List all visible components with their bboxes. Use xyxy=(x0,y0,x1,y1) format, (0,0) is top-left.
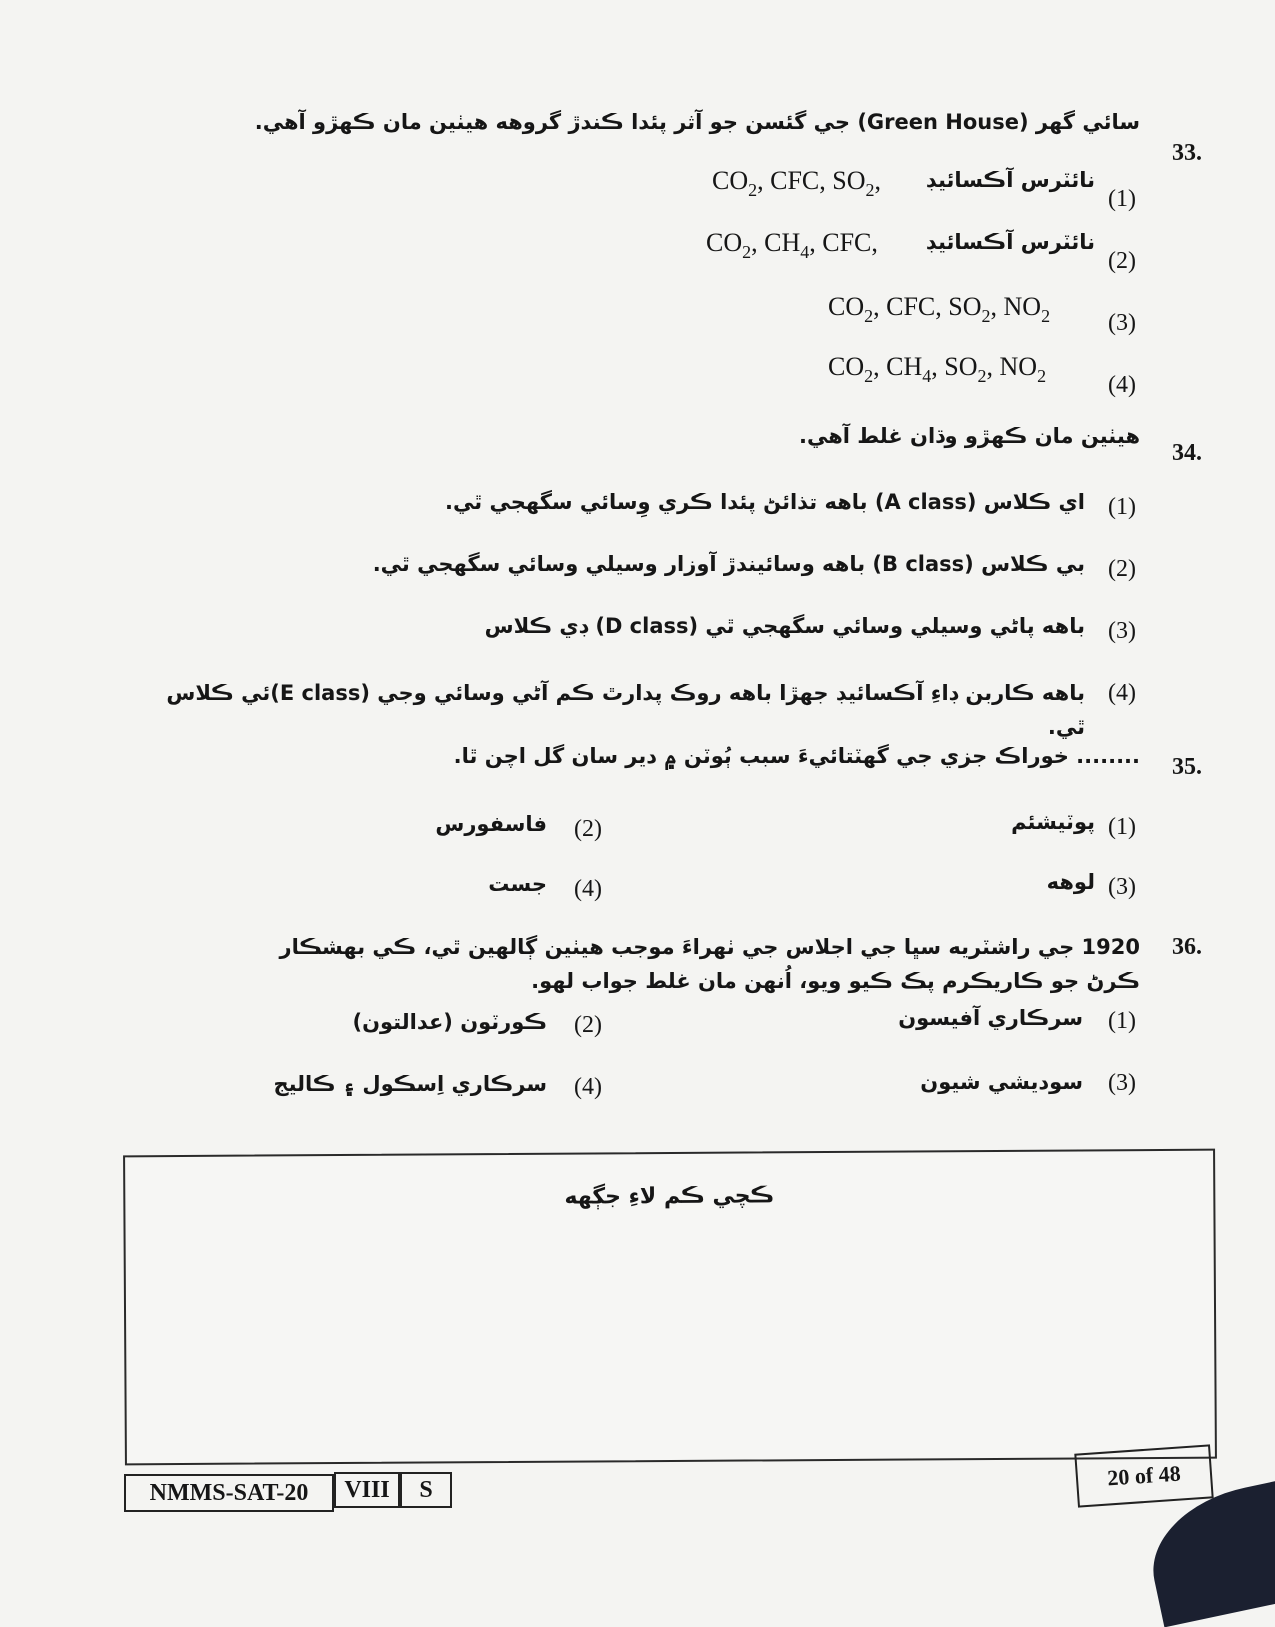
question-text: 1920 جي راشٽريه سڀا جي اجلاس جي ٺهراءَ موجب هيٺين ڳالهين ٿي، ڪي بهشڪار ڪرڻ جو ڪاريڪرم پڪ ڪيو ويو، اُنهن مان غلط جواب لهو. xyxy=(279,935,1140,993)
option-label: (1) xyxy=(1108,494,1136,520)
question-text: سائي گهر (Green House) جي گئسن جو آثر پئدا ڪندڙ گروهه هيٺين مان ڪهڙو آهي. xyxy=(254,110,1140,134)
question-number: 36. xyxy=(1172,934,1202,960)
option-label: (3) xyxy=(1108,310,1136,336)
page-number: 20 of 48 xyxy=(1074,1444,1213,1507)
option-label: (3) xyxy=(1108,874,1136,900)
option-text: سرڪاري اِسڪول ۽ ڪاليج xyxy=(273,1072,547,1096)
option-label: (1) xyxy=(1108,814,1136,840)
option-text: سرڪاري آفيسون xyxy=(898,1006,1083,1030)
option-label: (3) xyxy=(1108,1070,1136,1096)
option-text: جست xyxy=(488,872,547,896)
option-formula: $CO_2$, $CH_4$, CFC, xyxy=(706,228,878,262)
option-label: (4) xyxy=(574,876,602,902)
option-label: (4) xyxy=(574,1074,602,1100)
rough-work-title: ڪچي ڪم لاءِ جڳهه xyxy=(564,1183,775,1210)
option-label: (2) xyxy=(1108,248,1136,274)
option-label: (2) xyxy=(1108,556,1136,582)
question-text: ........ خوراڪ جزي جي گهٽتائيءَ سبب ٻُوٽن ۾ دير سان گل اچن ٿا. xyxy=(453,744,1140,768)
option-text: سوديشي شيون xyxy=(920,1070,1083,1094)
option-formula: $CO_2$, CFC, $SO_2$, xyxy=(712,166,882,200)
footer-language: S xyxy=(400,1472,452,1508)
option-text: لوهه xyxy=(1046,870,1095,894)
option-formula: $CO_2$, $CH_4$, $SO_2$, $NO_2$ xyxy=(828,352,1047,386)
option-text: نائٽرس آڪسائيڊ xyxy=(925,230,1095,254)
option-label: (1) xyxy=(1108,186,1136,212)
footer-exam-code: NMMS-SAT-20 xyxy=(124,1474,334,1512)
question-number: 35. xyxy=(1172,754,1202,780)
option-text: باهه ڪاربن ڊاءِ آڪسائيڊ جهڙا باهه روڪ پدارٿ ڪم آڻي وسائي وجي (E class)ئي ڪلاس ٿي. xyxy=(166,681,1085,739)
option-label: (4) xyxy=(1108,680,1136,706)
option-text: فاسفورس xyxy=(435,812,547,836)
option-text: باهه پاڻي وسيلي وسائي سگهجي ٿي (D class) ڊي ڪلاس xyxy=(484,614,1085,638)
option-formula: $CO_2$, CFC, $SO_2$, $NO_2$ xyxy=(828,292,1051,326)
question-text: هيٺين مان ڪهڙو وڌان غلط آهي. xyxy=(799,424,1140,448)
option-label: (4) xyxy=(1108,372,1136,398)
question-number: 34. xyxy=(1172,440,1202,466)
question-number: 33. xyxy=(1172,140,1202,166)
option-label: (1) xyxy=(1108,1008,1136,1034)
option-text: بي ڪلاس (B class) باهه وسائيندڙ آوزار وسيلي وسائي سگهجي ٿي. xyxy=(372,552,1085,576)
rough-work-box xyxy=(123,1149,1217,1466)
option-text: اي ڪلاس (A class) باهه تذائڻ پئدا ڪري وِسائي سگهجي ٿي. xyxy=(445,490,1085,514)
footer-class: VIII xyxy=(334,1472,400,1508)
option-label: (3) xyxy=(1108,618,1136,644)
option-text: پوٽيشئم xyxy=(1011,810,1095,834)
option-text: ڪورٽون (عدالتون) xyxy=(352,1010,547,1034)
option-text: نائٽرس آڪسائيڊ xyxy=(925,168,1095,192)
option-label: (2) xyxy=(574,1012,602,1038)
option-label: (2) xyxy=(574,816,602,842)
